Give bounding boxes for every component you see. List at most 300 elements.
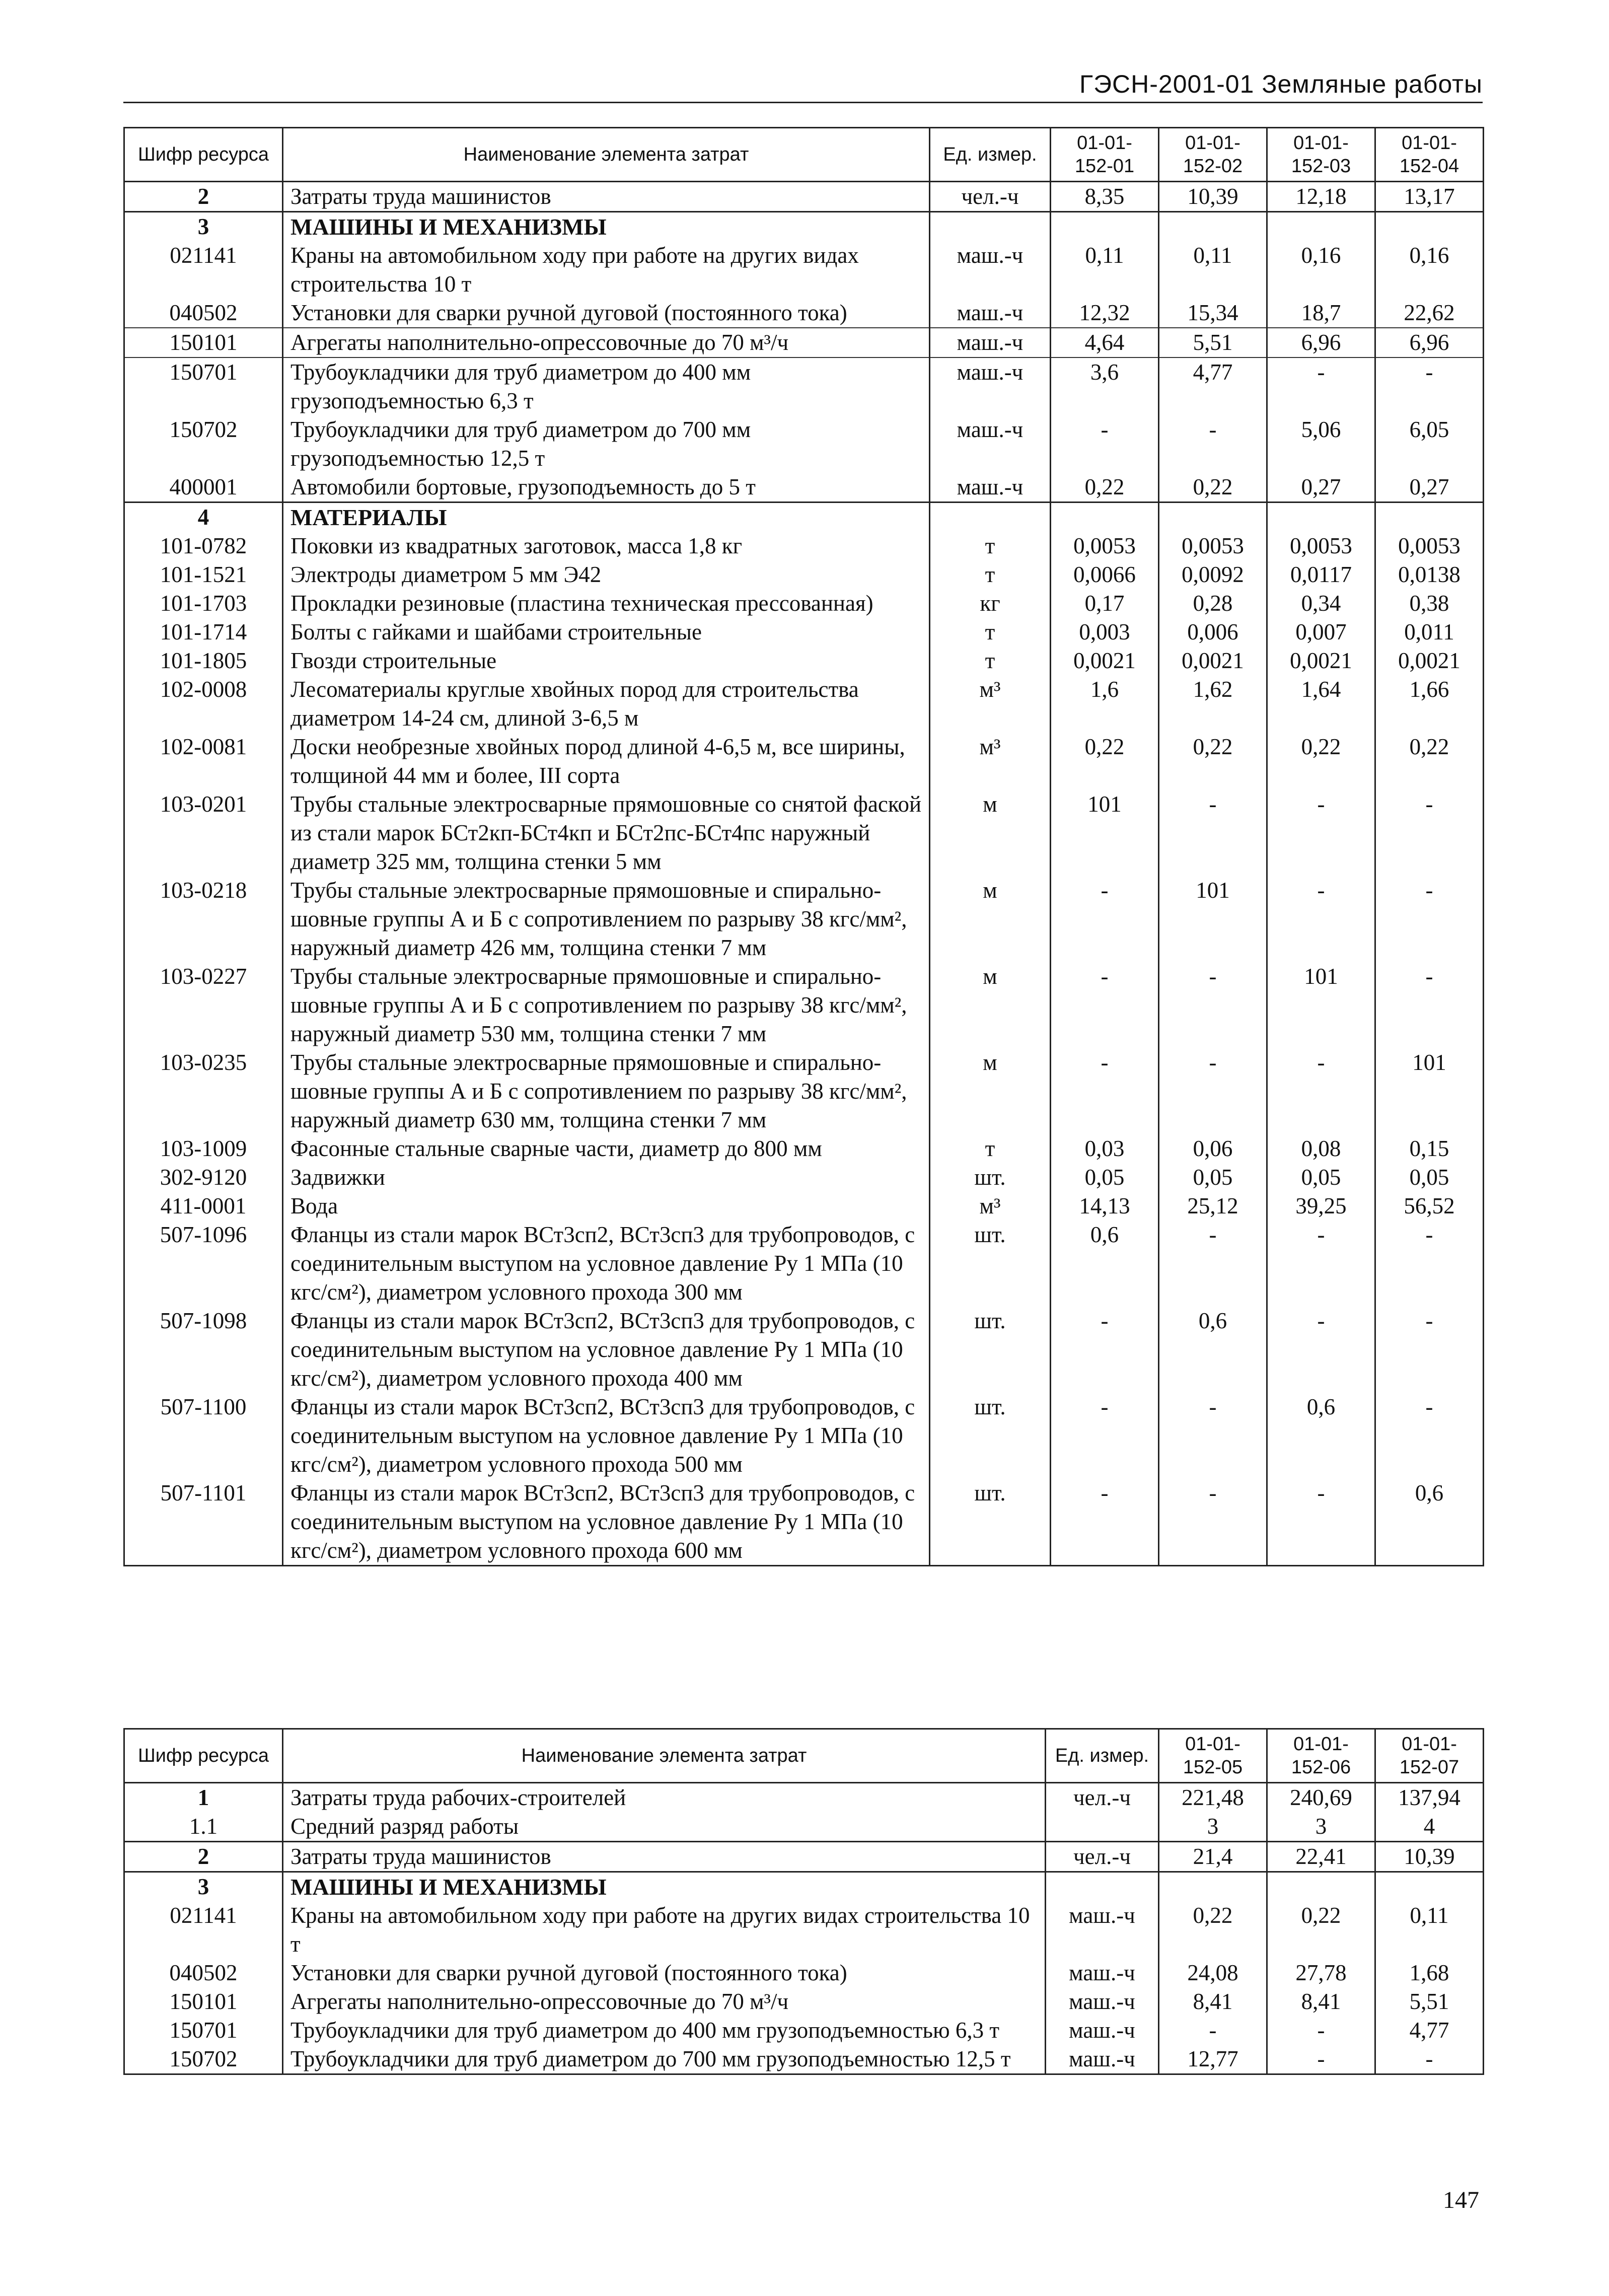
unit-of-measure: шт. <box>930 1307 1051 1393</box>
resource-code: 103-0218 <box>124 876 283 962</box>
unit-of-measure <box>1046 1812 1159 1842</box>
norm-value: 22,62 <box>1375 299 1484 328</box>
norm-value: 6,96 <box>1267 328 1375 357</box>
resource-code: 101-0782 <box>124 532 283 560</box>
norm-value: - <box>1375 1393 1484 1479</box>
cost-element-name: Фасонные стальные сварные части, диаметр до 800 мм <box>283 1134 930 1163</box>
cost-element-name: Трубоукладчики для труб диаметром до 400 мм грузоподъемностью 6,3 т <box>283 357 930 415</box>
cost-element-name: Фланцы из стали марок ВСт3сп2, ВСт3сп3 для трубопроводов, с соединительным выступом на условное давление Ру 1 МПа (10 кгс/см²), диаметром условного прохода 600 мм <box>283 1479 930 1566</box>
table-row <box>124 357 1484 415</box>
cost-element-name: Электроды диаметром 5 мм Э42 <box>283 560 930 589</box>
cost-element-name: Болты с гайками и шайбами строительные <box>283 618 930 647</box>
resource-code: 507-1098 <box>124 1307 283 1393</box>
resource-code: 101-1703 <box>124 589 283 618</box>
table-row <box>124 876 1484 962</box>
cost-element-name: Затраты труда машинистов <box>283 1842 1046 1872</box>
norm-value: 0,0021 <box>1159 647 1267 675</box>
table-header-row <box>124 128 1484 182</box>
table-row <box>124 675 1484 733</box>
norm-value: 0,6 <box>1375 1479 1484 1566</box>
resource-code: 103-0227 <box>124 962 283 1048</box>
unit-of-measure: м <box>930 790 1051 876</box>
norm-value: 0,007 <box>1267 618 1375 647</box>
norm-value: 25,12 <box>1159 1192 1267 1221</box>
norm-value: 18,7 <box>1267 299 1375 328</box>
cost-element-name: Трубы стальные электросварные прямошовные и спирально-шовные группы А и Б с сопротивлением по разрыву 38 кгс/мм², наружный диаметр 426 мм, толщина стенки 7 мм <box>283 876 930 962</box>
column-header: Шифр ресурса <box>124 128 283 182</box>
norm-value: 0,0021 <box>1267 647 1375 675</box>
resource-code: 2 <box>124 182 283 212</box>
page-number: 147 <box>1443 2187 1479 2213</box>
section-title: МАШИНЫ И МЕХАНИЗМЫ <box>283 1872 1046 1902</box>
resource-code: 021141 <box>124 1901 283 1959</box>
resource-code: 507-1100 <box>124 1393 283 1479</box>
cost-element-name: Краны на автомобильном ходу при работе на других видах строительства 10 т <box>283 1901 1046 1959</box>
norm-value: 1,68 <box>1375 1959 1484 1987</box>
resource-code: 150701 <box>124 357 283 415</box>
norm-value: - <box>1267 1221 1375 1307</box>
norm-value: 137,94 <box>1375 1783 1484 1813</box>
norm-value: 0,6 <box>1159 1307 1267 1393</box>
table-row <box>124 182 1484 212</box>
table-row <box>124 2045 1484 2074</box>
norm-value: - <box>1051 876 1159 962</box>
cost-element-name: Средний разряд работы <box>283 1812 1046 1842</box>
norm-value: - <box>1159 962 1267 1048</box>
norm-value: - <box>1267 790 1375 876</box>
table-row <box>124 473 1484 503</box>
unit-of-measure: м <box>930 1048 1051 1134</box>
cost-element-name: Фланцы из стали марок ВСт3сп2, ВСт3сп3 для трубопроводов, с соединительным выступом на условное давление Ру 1 МПа (10 кгс/см²), диаметром условного прохода 300 мм <box>283 1221 930 1307</box>
norm-value: 13,17 <box>1375 182 1484 212</box>
norm-value <box>1267 503 1375 532</box>
unit-of-measure: маш.-ч <box>1046 2016 1159 2045</box>
table-row <box>124 1163 1484 1192</box>
cost-element-name: Фланцы из стали марок ВСт3сп2, ВСт3сп3 для трубопроводов, с соединительным выступом на условное давление Ру 1 МПа (10 кгс/см²), диаметром условного прохода 400 мм <box>283 1307 930 1393</box>
norm-value: - <box>1375 1221 1484 1307</box>
norm-value: - <box>1375 1307 1484 1393</box>
unit-of-measure: т <box>930 618 1051 647</box>
norm-value: - <box>1159 2016 1267 2045</box>
cost-element-name: Установки для сварки ручной дуговой (постоянного тока) <box>283 299 930 328</box>
unit-of-measure: шт. <box>930 1393 1051 1479</box>
cost-element-name: Трубоукладчики для труб диаметром до 700 мм грузоподъемностью 12,5 т <box>283 415 930 473</box>
norm-value <box>1375 1872 1484 1902</box>
norm-value: 10,39 <box>1375 1842 1484 1872</box>
norm-value: 0,6 <box>1267 1393 1375 1479</box>
norm-value: 240,69 <box>1267 1783 1375 1813</box>
norm-value: - <box>1375 790 1484 876</box>
table-row <box>124 1479 1484 1566</box>
resource-code: 411-0001 <box>124 1192 283 1221</box>
unit-of-measure: чел.-ч <box>1046 1783 1159 1813</box>
column-header: Шифр ресурса <box>124 1729 283 1783</box>
table-body <box>124 1783 1484 2074</box>
unit-of-measure: маш.-ч <box>1046 2045 1159 2074</box>
norm-value: 0,003 <box>1051 618 1159 647</box>
unit-of-measure: т <box>930 647 1051 675</box>
column-header: Ед. измер. <box>1046 1729 1159 1783</box>
resource-code: 150702 <box>124 415 283 473</box>
norm-value: 6,05 <box>1375 415 1484 473</box>
table-row <box>124 1134 1484 1163</box>
norm-value: 0,22 <box>1159 473 1267 503</box>
unit-of-measure: чел.-ч <box>1046 1842 1159 1872</box>
unit-of-measure: шт. <box>930 1163 1051 1192</box>
norm-value <box>1267 1872 1375 1902</box>
norm-value: 21,4 <box>1159 1842 1267 1872</box>
norm-value: - <box>1159 415 1267 473</box>
norm-value: 22,41 <box>1267 1842 1375 1872</box>
column-header: 01-01- 152-06 <box>1267 1729 1375 1783</box>
norm-value: - <box>1267 2045 1375 2074</box>
cost-element-name: Доски необрезные хвойных пород длиной 4-6,5 м, все ширины, толщиной 44 мм и более, III сорта <box>283 733 930 790</box>
cost-element-name: Затраты труда рабочих-строителей <box>283 1783 1046 1813</box>
norm-value: 1,64 <box>1267 675 1375 733</box>
norm-value: 24,08 <box>1159 1959 1267 1987</box>
table-row <box>124 1987 1484 2016</box>
norm-value: 1,6 <box>1051 675 1159 733</box>
resource-code: 150701 <box>124 2016 283 2045</box>
resource-code: 3 <box>124 1872 283 1902</box>
norm-value: - <box>1159 1048 1267 1134</box>
norm-value: 0,0138 <box>1375 560 1484 589</box>
norm-value: - <box>1267 876 1375 962</box>
norm-value: 4,77 <box>1159 357 1267 415</box>
norm-value: 0,15 <box>1375 1134 1484 1163</box>
norm-value <box>1375 212 1484 242</box>
norm-value: 0,16 <box>1267 241 1375 299</box>
resource-code: 150101 <box>124 1987 283 2016</box>
norm-value: 101 <box>1051 790 1159 876</box>
table-row <box>124 1221 1484 1307</box>
norm-value: - <box>1267 1479 1375 1566</box>
unit-of-measure: маш.-ч <box>1046 1959 1159 1987</box>
norm-value: 0,0021 <box>1051 647 1159 675</box>
unit-of-measure: м³ <box>930 1192 1051 1221</box>
resource-code: 101-1521 <box>124 560 283 589</box>
norm-value: 0,08 <box>1267 1134 1375 1163</box>
norm-value: 27,78 <box>1267 1959 1375 1987</box>
norm-value: 0,011 <box>1375 618 1484 647</box>
unit-of-measure: маш.-ч <box>930 415 1051 473</box>
norm-value: 0,16 <box>1375 241 1484 299</box>
resource-code: 400001 <box>124 473 283 503</box>
norm-value: 3 <box>1159 1812 1267 1842</box>
table-row <box>124 1812 1484 1842</box>
norm-value <box>1051 503 1159 532</box>
table-row <box>124 1307 1484 1393</box>
resource-code: 040502 <box>124 1959 283 1987</box>
table-row <box>124 328 1484 357</box>
norm-value: 0,22 <box>1051 733 1159 790</box>
norm-value: 0,27 <box>1267 473 1375 503</box>
resource-code: 150702 <box>124 2045 283 2074</box>
section-heading-row <box>124 1872 1484 1902</box>
resource-code: 2 <box>124 1842 283 1872</box>
unit-of-measure: м <box>930 876 1051 962</box>
norm-value: 0,0066 <box>1051 560 1159 589</box>
norm-value: - <box>1051 415 1159 473</box>
column-header: 01-01- 152-01 <box>1051 128 1159 182</box>
norm-value <box>1267 212 1375 242</box>
norm-value: 0,22 <box>1267 1901 1375 1959</box>
norm-value: 0,22 <box>1375 733 1484 790</box>
norm-value: 8,41 <box>1267 1987 1375 2016</box>
norm-value: - <box>1159 1393 1267 1479</box>
table-row <box>124 1783 1484 1813</box>
norm-value: 0,28 <box>1159 589 1267 618</box>
norm-value: - <box>1375 876 1484 962</box>
norm-value: - <box>1267 1307 1375 1393</box>
norm-value: 0,05 <box>1159 1163 1267 1192</box>
norm-value: 0,27 <box>1375 473 1484 503</box>
norm-value: 0,11 <box>1159 241 1267 299</box>
norm-value: - <box>1051 1393 1159 1479</box>
resource-code: 302-9120 <box>124 1163 283 1192</box>
column-header: 01-01- 152-02 <box>1159 128 1267 182</box>
norm-value: 3 <box>1267 1812 1375 1842</box>
norm-value <box>1051 212 1159 242</box>
table-row <box>124 1048 1484 1134</box>
cost-element-name: Агрегаты наполнительно-опрессовочные до 70 м³/ч <box>283 328 930 357</box>
cost-element-name: Трубы стальные электросварные прямошовные и спирально-шовные группы А и Б с сопротивлением по разрыву 38 кгс/мм², наружный диаметр 530 мм, толщина стенки 7 мм <box>283 962 930 1048</box>
table-row <box>124 2016 1484 2045</box>
resource-code: 1.1 <box>124 1812 283 1842</box>
unit-of-measure: маш.-ч <box>1046 1901 1159 1959</box>
norm-value: 3,6 <box>1051 357 1159 415</box>
table-row <box>124 589 1484 618</box>
norm-value: 0,0053 <box>1159 532 1267 560</box>
unit-of-measure: шт. <box>930 1221 1051 1307</box>
section-title: МАШИНЫ И МЕХАНИЗМЫ <box>283 212 930 242</box>
cost-element-name: Затраты труда машинистов <box>283 182 930 212</box>
resource-code: 507-1101 <box>124 1479 283 1566</box>
cost-element-name: Гвозди строительные <box>283 647 930 675</box>
norm-value: 5,06 <box>1267 415 1375 473</box>
norm-value <box>1159 1872 1267 1902</box>
unit-of-measure <box>930 503 1051 532</box>
norm-value: 101 <box>1267 962 1375 1048</box>
unit-of-measure <box>1046 1872 1159 1902</box>
norm-value: 39,25 <box>1267 1192 1375 1221</box>
section-heading-row <box>124 212 1484 242</box>
section-heading-row <box>124 503 1484 532</box>
norm-value: - <box>1375 962 1484 1048</box>
norm-value: 0,0092 <box>1159 560 1267 589</box>
norm-value: 0,05 <box>1375 1163 1484 1192</box>
norm-value: 101 <box>1375 1048 1484 1134</box>
norm-value: 0,22 <box>1159 1901 1267 1959</box>
cost-element-name: Установки для сварки ручной дуговой (постоянного тока) <box>283 1959 1046 1987</box>
norm-value: - <box>1159 1479 1267 1566</box>
norm-value: 4,77 <box>1375 2016 1484 2045</box>
norm-value: 0,11 <box>1051 241 1159 299</box>
resource-code: 103-0235 <box>124 1048 283 1134</box>
page-title: ГЭСН-2001-01 Земляные работы <box>1079 70 1483 98</box>
cost-element-name: Задвижки <box>283 1163 930 1192</box>
resource-code: 102-0008 <box>124 675 283 733</box>
norm-value: 14,13 <box>1051 1192 1159 1221</box>
norm-value: 6,96 <box>1375 328 1484 357</box>
resource-code: 103-0201 <box>124 790 283 876</box>
column-header: 01-01- 152-03 <box>1267 128 1375 182</box>
norm-value: 101 <box>1159 876 1267 962</box>
table-body <box>124 182 1484 1566</box>
page-header <box>123 65 1483 103</box>
table-row <box>124 1393 1484 1479</box>
norm-value: 0,0053 <box>1375 532 1484 560</box>
cost-element-name: Трубоукладчики для труб диаметром до 700 мм грузоподъемностью 12,5 т <box>283 2045 1046 2074</box>
norm-value: - <box>1159 790 1267 876</box>
table-row <box>124 790 1484 876</box>
norm-value: 8,41 <box>1159 1987 1267 2016</box>
cost-element-name: Трубы стальные электросварные прямошовные и спирально-шовные группы А и Б с сопротивлением по разрыву 38 кгс/мм², наружный диаметр 630 мм, толщина стенки 7 мм <box>283 1048 930 1134</box>
cost-element-name: Вода <box>283 1192 930 1221</box>
cost-element-name: Фланцы из стали марок ВСт3сп2, ВСт3сп3 для трубопроводов, с соединительным выступом на условное давление Ру 1 МПа (10 кгс/см²), диаметром условного прохода 500 мм <box>283 1393 930 1479</box>
norm-value: 0,0053 <box>1051 532 1159 560</box>
table-row <box>124 618 1484 647</box>
norm-value: 4,64 <box>1051 328 1159 357</box>
table-row <box>124 647 1484 675</box>
norm-value: 0,22 <box>1267 733 1375 790</box>
unit-of-measure: маш.-ч <box>930 328 1051 357</box>
norm-value: - <box>1267 2016 1375 2045</box>
unit-of-measure <box>930 212 1051 242</box>
table-row <box>124 299 1484 328</box>
resource-code: 507-1096 <box>124 1221 283 1307</box>
unit-of-measure: м³ <box>930 675 1051 733</box>
norm-value <box>1159 503 1267 532</box>
norm-value: - <box>1051 962 1159 1048</box>
resource-code: 021141 <box>124 241 283 299</box>
column-header: 01-01- 152-07 <box>1375 1729 1484 1783</box>
table-row <box>124 415 1484 473</box>
table-row <box>124 1842 1484 1872</box>
norm-value: - <box>1051 1479 1159 1566</box>
unit-of-measure: маш.-ч <box>930 473 1051 503</box>
unit-of-measure: т <box>930 560 1051 589</box>
norm-value: 12,18 <box>1267 182 1375 212</box>
norm-value: 1,62 <box>1159 675 1267 733</box>
cost-element-name: Прокладки резиновые (пластина техническая прессованная) <box>283 589 930 618</box>
resource-code: 4 <box>124 503 283 532</box>
norm-value: - <box>1375 357 1484 415</box>
norm-value: - <box>1267 1048 1375 1134</box>
table-row <box>124 1959 1484 1987</box>
unit-of-measure: кг <box>930 589 1051 618</box>
norm-value: 0,05 <box>1051 1163 1159 1192</box>
cost-element-name: Трубоукладчики для труб диаметром до 400 мм грузоподъемностью 6,3 т <box>283 2016 1046 2045</box>
norm-value: 0,05 <box>1267 1163 1375 1192</box>
unit-of-measure: маш.-ч <box>930 241 1051 299</box>
resource-code: 040502 <box>124 299 283 328</box>
norm-value: 12,77 <box>1159 2045 1267 2074</box>
table-row <box>124 560 1484 589</box>
norm-value: 0,03 <box>1051 1134 1159 1163</box>
norm-value: 4 <box>1375 1812 1484 1842</box>
norm-value: 12,32 <box>1051 299 1159 328</box>
column-header: 01-01- 152-04 <box>1375 128 1484 182</box>
column-header: Наименование элемента затрат <box>283 128 930 182</box>
norm-value: 0,22 <box>1159 733 1267 790</box>
norm-value: - <box>1375 2045 1484 2074</box>
norm-value: - <box>1051 1307 1159 1393</box>
norm-value: 5,51 <box>1159 328 1267 357</box>
norm-value: 0,34 <box>1267 589 1375 618</box>
table-row <box>124 532 1484 560</box>
norm-value: - <box>1159 1221 1267 1307</box>
unit-of-measure: маш.-ч <box>930 357 1051 415</box>
column-header: Наименование элемента затрат <box>283 1729 1046 1783</box>
unit-of-measure: м <box>930 962 1051 1048</box>
cost-element-name: Лесоматериалы круглые хвойных пород для строительства диаметром 14-24 см, длиной 3-6,5 м <box>283 675 930 733</box>
norm-value: 0,006 <box>1159 618 1267 647</box>
norm-value: 0,0053 <box>1267 532 1375 560</box>
norm-value: 0,6 <box>1051 1221 1159 1307</box>
norm-value: 221,48 <box>1159 1783 1267 1813</box>
norm-value <box>1159 212 1267 242</box>
resource-code: 150101 <box>124 328 283 357</box>
norm-value: 5,51 <box>1375 1987 1484 2016</box>
unit-of-measure: маш.-ч <box>930 299 1051 328</box>
resource-code: 102-0081 <box>124 733 283 790</box>
norm-value: 0,17 <box>1051 589 1159 618</box>
table-row <box>124 733 1484 790</box>
norm-value: 0,22 <box>1051 473 1159 503</box>
norm-value: 0,38 <box>1375 589 1484 618</box>
resource-code: 1 <box>124 1783 283 1813</box>
column-header: Ед. измер. <box>930 128 1051 182</box>
table-row <box>124 1192 1484 1221</box>
unit-of-measure: маш.-ч <box>1046 1987 1159 2016</box>
resource-table-1 <box>123 127 1484 1566</box>
cost-element-name: Трубы стальные электросварные прямошовные со снятой фаской из стали марок БСт2кп-БСт4кп и БСт2пс-БСт4пс наружный диаметр 325 мм, толщина стенки 5 мм <box>283 790 930 876</box>
norm-value: 0,0021 <box>1375 647 1484 675</box>
resource-code: 101-1805 <box>124 647 283 675</box>
table-row <box>124 1901 1484 1959</box>
norm-value: - <box>1051 1048 1159 1134</box>
cost-element-name: Автомобили бортовые, грузоподъемность до 5 т <box>283 473 930 503</box>
norm-value: 1,66 <box>1375 675 1484 733</box>
norm-value: 56,52 <box>1375 1192 1484 1221</box>
norm-value: - <box>1267 357 1375 415</box>
unit-of-measure: т <box>930 532 1051 560</box>
norm-value: 0,11 <box>1375 1901 1484 1959</box>
norm-value <box>1375 503 1484 532</box>
cost-element-name: Поковки из квадратных заготовок, масса 1,8 кг <box>283 532 930 560</box>
section-title: МАТЕРИАЛЫ <box>283 503 930 532</box>
unit-of-measure: м³ <box>930 733 1051 790</box>
cost-element-name: Краны на автомобильном ходу при работе на других видах строительства 10 т <box>283 241 930 299</box>
resource-code: 103-1009 <box>124 1134 283 1163</box>
norm-value: 10,39 <box>1159 182 1267 212</box>
table-header-row <box>124 1729 1484 1783</box>
norm-value: 0,06 <box>1159 1134 1267 1163</box>
norm-value: 15,34 <box>1159 299 1267 328</box>
table-row <box>124 241 1484 299</box>
resource-table-2 <box>123 1728 1484 2075</box>
unit-of-measure: т <box>930 1134 1051 1163</box>
cost-element-name: Агрегаты наполнительно-опрессовочные до 70 м³/ч <box>283 1987 1046 2016</box>
column-header: 01-01- 152-05 <box>1159 1729 1267 1783</box>
table-row <box>124 962 1484 1048</box>
norm-value: 0,0117 <box>1267 560 1375 589</box>
unit-of-measure: чел.-ч <box>930 182 1051 212</box>
resource-code: 101-1714 <box>124 618 283 647</box>
unit-of-measure: шт. <box>930 1479 1051 1566</box>
norm-value: 8,35 <box>1051 182 1159 212</box>
